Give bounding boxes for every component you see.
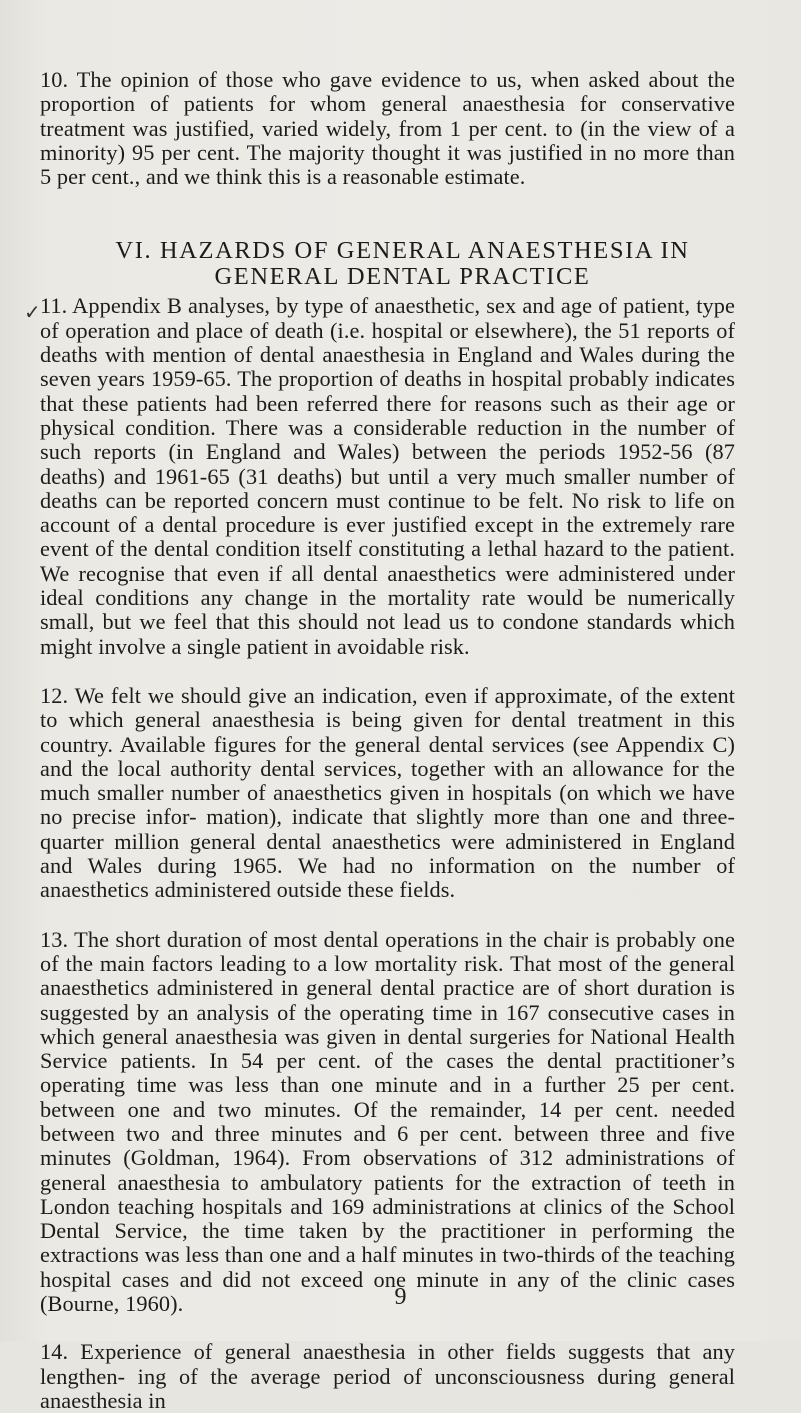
margin-tick-mark: ✓	[24, 300, 41, 324]
section-heading-line-2: GENERAL DENTAL PRACTICE	[214, 263, 591, 291]
paragraph-11: 11. Appendix B analyses, by type of anaesthetic, sex and age of patient, type of operation and place of death (i.e. hospital or elsewhere), the 51 reports of deaths with mention of dental anaesthesia in England and Wales during the seven years 1959-65. The proportion of deaths in hospital probably indicates that these patients had been referred there for reasons such as their age or physical condition. There was a considerable reduction in the number of such reports (in England and Wales) between the periods 1952-56 (87 deaths) and 1961-65 (31 deaths) but until a very much smaller number of deaths can be reported concern must continue to be felt. No risk to life on account of a dental procedure is ever justified except in the extremely rare event of the dental condition itself constituting a lethal hazard to the patient. We recognise that even if all dental anaesthetics were administered under ideal conditions any change in the mortality rate would be numerically small, but we feel that this should not lead us to condone standards which might involve a single patient in avoidable risk.	[40, 293, 735, 659]
section-heading-line-1: VI. HAZARDS OF GENERAL ANAESTHESIA IN	[115, 237, 690, 265]
section-heading	[40, 238, 735, 290]
paragraph-12: 12. We felt we should give an indication, even if approximate, of the extent to which general anaesthesia is being given for dental treatment in this country. Available figures for the general dental services (see Appendix C) and the local authority dental services, together with an allowance for the much smaller number of anaesthetics given in hospitals (on which we have no precise infor- mation), indicate that slightly more than one and three-quarter million general dental anaesthetics were administered in England and Wales during 1965. We had no information on the number of anaesthetics administered outside these fields.	[40, 682, 735, 903]
page-number: 9	[394, 1284, 407, 1310]
paragraph-10: 10. The opinion of those who gave evidence to us, when asked about the proportion of patients for whom general anaesthesia for conservative treatment was justified, varied widely, from 1 per cent. to (in the view of a minority) 95 per cent. The majority thought it was justified in no more than 5 per cent., and we think this is a reasonable estimate.	[40, 67, 735, 190]
paragraph-14: 14. Experience of general anaesthesia in other fields suggests that any lengthen- ing of the average period of unconsciousness during general anaesthesia in	[40, 1339, 735, 1413]
paragraph-13: 13. The short duration of most dental operations in the chair is probably one of the main factors leading to a low mortality risk. That most of the general anaesthetics administered in general dental practice are of short duration is suggested by an analysis of the operating time in 167 consecutive cases in which general anaesthesia was given in dental surgeries for National Health Service patients. In 54 per cent. of the cases the dental practitioner’s operating time was less than one minute and in a further 25 per cent. between one and two minutes. Of the remainder, 14 per cent. needed between two and three minutes and 6 per cent. between three and five minutes (Goldman, 1964). From observations of 312 administrations of general anaesthesia to ambulatory patients for the extraction of teeth in London teaching hospitals and 169 administrations at clinics of the School Dental Service, the time taken by the practitioner in performing the extractions was less than one and a half minutes in two-thirds of the teaching hospital cases and did not exceed one minute in any of the clinic cases (Bourne, 1960).	[40, 926, 735, 1317]
